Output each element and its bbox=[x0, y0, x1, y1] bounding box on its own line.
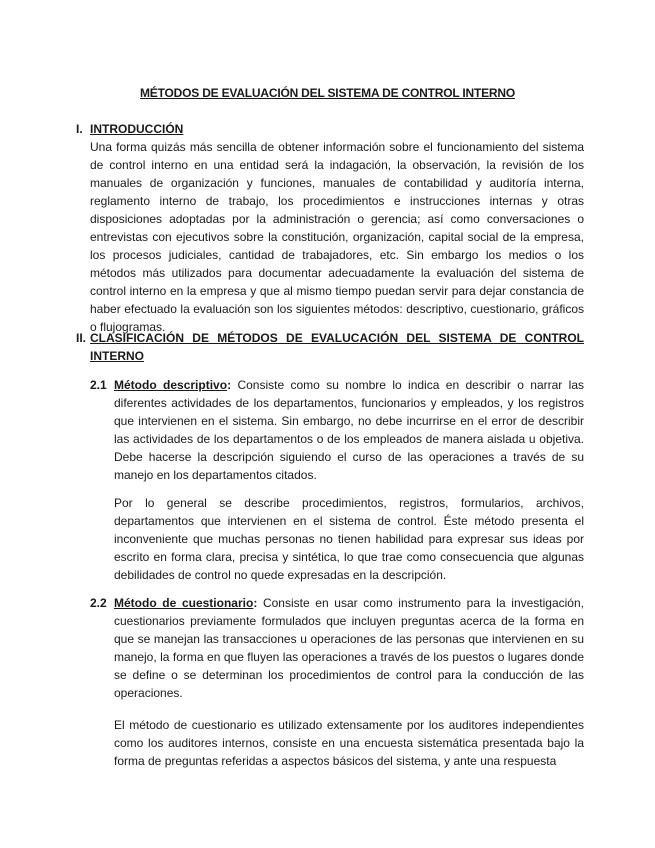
paragraph bbox=[114, 594, 584, 702]
subsection-title: Método de cuestionario bbox=[114, 596, 254, 610]
subsection-number: 2.2 bbox=[90, 596, 107, 610]
subsection-body bbox=[114, 716, 584, 770]
document-title: MÉTODOS DE EVALUACIÓN DEL SISTEMA DE CONTROL INTERNO bbox=[140, 86, 515, 100]
paragraph bbox=[114, 376, 584, 484]
section-number: I. bbox=[76, 122, 83, 136]
section-title: CLASIFICACIÓN DE MÉTODOS DE EVALUCACIÓN DEL SISTEMA DE CONTROL INTERNO bbox=[90, 331, 584, 363]
subsection-body bbox=[114, 594, 584, 702]
subsection-colon: : bbox=[253, 596, 258, 610]
paragraph: El método de cuestionario es utilizado extensamente por los auditores independientes como los auditores internos, consiste en una encuesta sistemática presentada bajo la forma de preguntas referidas a aspectos básicos del sistema, y ante una respuesta bbox=[114, 718, 584, 768]
paragraph-text: Consiste como su nombre lo indica en describir o narrar las diferentes actividades de los departamentos, funcionarios y empleados, y los registros que intervienen en el sistema. Sin embargo, no debe incurrirse en el error de describir las actividades de los departamentos o de los empleados de manera aislada u objetiva. Debe hacerse la descripción siguiendo el curso de las operaciones a través de su manejo en los departamentos citados. bbox=[114, 378, 584, 482]
section-number: II. bbox=[76, 331, 87, 345]
subsection-title: Método descriptivo bbox=[114, 378, 228, 392]
subsection-number: 2.1 bbox=[90, 378, 107, 392]
subsection-body bbox=[114, 376, 584, 484]
paragraph: Por lo general se describe procedimientos, registros, formularios, archivos, departamentos que intervienen en el sistema de control. Éste método presenta el inconveniente que muchas personas no tienen habilidad para expresar sus ideas por escrito en forma clara, precisa y sintética, lo que trae como consecuencia que algunas debilidades de control no quede expresadas en la descripción. bbox=[114, 496, 584, 582]
paragraph: Una forma quizás más sencilla de obtener información sobre el funcionamiento del sistema de control interno en una entidad será la indagación, la observación, la revisión de los manuales de organización y funciones, manuales de contabilidad y auditoría interna, reglamento interno de trabajo, los procedimientos e instrucciones internas y otras disposiciones adoptadas por la administración o gerencia; así como conversaciones o entrevistas con ejecutivos sobre la constitución, organización, capital social de la empresa, los procesos judiciales, cantidad de trabajadores, etc. Sin embargo los medios o los métodos más utilizados para documentar adecuadamente la evaluación del sistema de control interno en la empresa y que al mismo tiempo puedan servir para dejar constancia de haber efectuado la evaluación son los siguientes métodos: descriptivo, cuestionario, gráficos o flujogramas. bbox=[90, 140, 584, 334]
section-body bbox=[90, 138, 584, 336]
paragraph-text: Consiste en usar como instrumento para la investigación, cuestionarios previamente formulados que incluyen preguntas acerca de la forma en que se manejan las transacciones u operaciones de las personas que intervienen en su manejo, la forma en que fluyen las operaciones a través de los puestos o lugares donde se define o se determinan los procedimientos de control para la conducción de las operaciones. bbox=[114, 596, 584, 700]
subsection-body bbox=[114, 494, 584, 584]
subsection-colon: : bbox=[227, 378, 232, 392]
section-title: INTRODUCCIÓN bbox=[90, 122, 184, 136]
